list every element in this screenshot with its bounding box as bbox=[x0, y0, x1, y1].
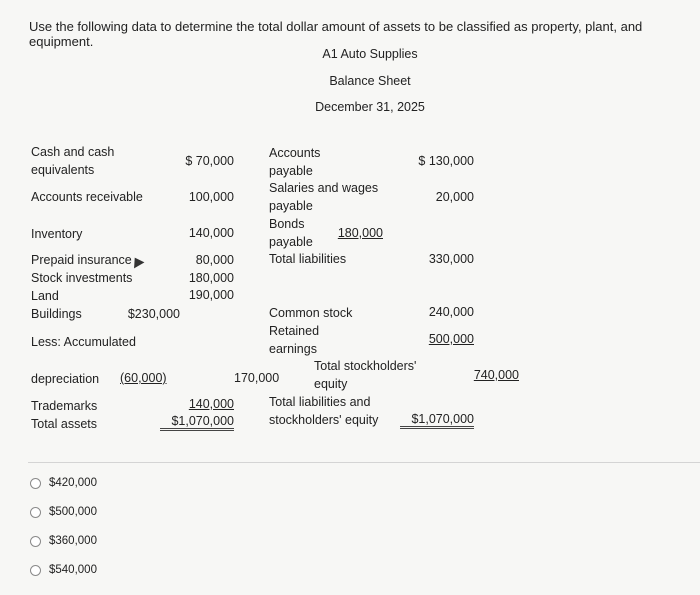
bonds-label-line2: payable bbox=[269, 235, 313, 249]
company-name: A1 Auto Supplies bbox=[322, 47, 418, 61]
answer-option-1[interactable] bbox=[30, 477, 97, 489]
ap-label-line1: Accounts bbox=[269, 146, 321, 160]
total-liabilities-value: 330,000 bbox=[428, 252, 474, 266]
ar-value: 100,000 bbox=[188, 190, 234, 204]
buildings-gross: $230,000 bbox=[127, 307, 180, 321]
question-text: Use the following data to determine the total dollar amount of assets to be classified as property, plant, and equipment. bbox=[29, 19, 643, 49]
radio-button[interactable] bbox=[30, 536, 41, 547]
total-assets-value: $1,070,000 bbox=[160, 414, 234, 431]
buildings-net: 170,000 bbox=[234, 371, 280, 385]
sw-label-line2: payable bbox=[269, 199, 313, 213]
retained-earnings-line1: Retained bbox=[269, 324, 320, 338]
cash-label-line1: Cash and cash bbox=[31, 145, 115, 159]
answer-option-label: $500,000 bbox=[49, 506, 97, 518]
answer-option-2[interactable] bbox=[30, 506, 97, 518]
statement-date: December 31, 2025 bbox=[315, 100, 425, 114]
answer-option-label: $420,000 bbox=[49, 477, 97, 489]
radio-button[interactable] bbox=[30, 565, 41, 576]
sw-label-line1: Salaries and wages bbox=[269, 181, 379, 195]
total-liabilities-label: Total liabilities bbox=[269, 252, 347, 266]
answer-option-4[interactable] bbox=[30, 564, 97, 576]
land-label: Land bbox=[31, 289, 59, 303]
stock-label: Stock investments bbox=[31, 271, 133, 285]
answer-option-label: $540,000 bbox=[49, 564, 97, 576]
radio-button[interactable] bbox=[30, 478, 41, 489]
trademarks-value: 140,000 bbox=[188, 397, 234, 411]
answer-option-label: $360,000 bbox=[49, 535, 97, 547]
total-assets-label: Total assets bbox=[31, 417, 98, 431]
total-se-line2: equity bbox=[314, 377, 348, 391]
less-accumulated-label: Less: Accumulated bbox=[31, 335, 136, 349]
total-le-value: $1,070,000 bbox=[400, 412, 474, 429]
cash-value: $ 70,000 bbox=[185, 154, 234, 168]
buildings-label: Buildings bbox=[31, 307, 82, 321]
divider-line bbox=[28, 462, 700, 463]
total-se-line1: Total stockholders' bbox=[314, 359, 417, 373]
retained-earnings-value: 500,000 bbox=[428, 332, 474, 346]
total-se-value: 740,000 bbox=[473, 368, 519, 382]
sw-value: 20,000 bbox=[435, 190, 474, 204]
total-le-line1: Total liabilities and bbox=[269, 395, 371, 409]
answer-option-3[interactable] bbox=[30, 535, 97, 547]
inventory-value: 140,000 bbox=[188, 226, 234, 240]
statement-title: Balance Sheet bbox=[329, 74, 411, 88]
retained-earnings-line2: earnings bbox=[269, 342, 317, 356]
cash-label-line2: equivalents bbox=[31, 163, 95, 177]
bonds-label-line1: Bonds bbox=[269, 217, 305, 231]
trademarks-label: Trademarks bbox=[31, 399, 98, 413]
radio-button[interactable] bbox=[30, 507, 41, 518]
inventory-label: Inventory bbox=[31, 227, 83, 241]
ap-label-line2: payable bbox=[269, 164, 313, 178]
ap-value: $ 130,000 bbox=[418, 154, 474, 168]
depreciation-label: depreciation bbox=[31, 372, 100, 386]
prepaid-label: Prepaid insurance bbox=[31, 253, 132, 267]
common-stock-value: 240,000 bbox=[428, 305, 474, 319]
common-stock-label: Common stock bbox=[269, 306, 353, 320]
ar-label: Accounts receivable bbox=[31, 190, 143, 204]
prepaid-value: 80,000 bbox=[195, 253, 234, 267]
land-value: 190,000 bbox=[188, 288, 234, 302]
bonds-value: 180,000 bbox=[337, 226, 383, 240]
total-le-line2: stockholders' equity bbox=[269, 413, 379, 427]
stock-value: 180,000 bbox=[188, 271, 234, 285]
depreciation-value: (60,000) bbox=[120, 371, 167, 385]
